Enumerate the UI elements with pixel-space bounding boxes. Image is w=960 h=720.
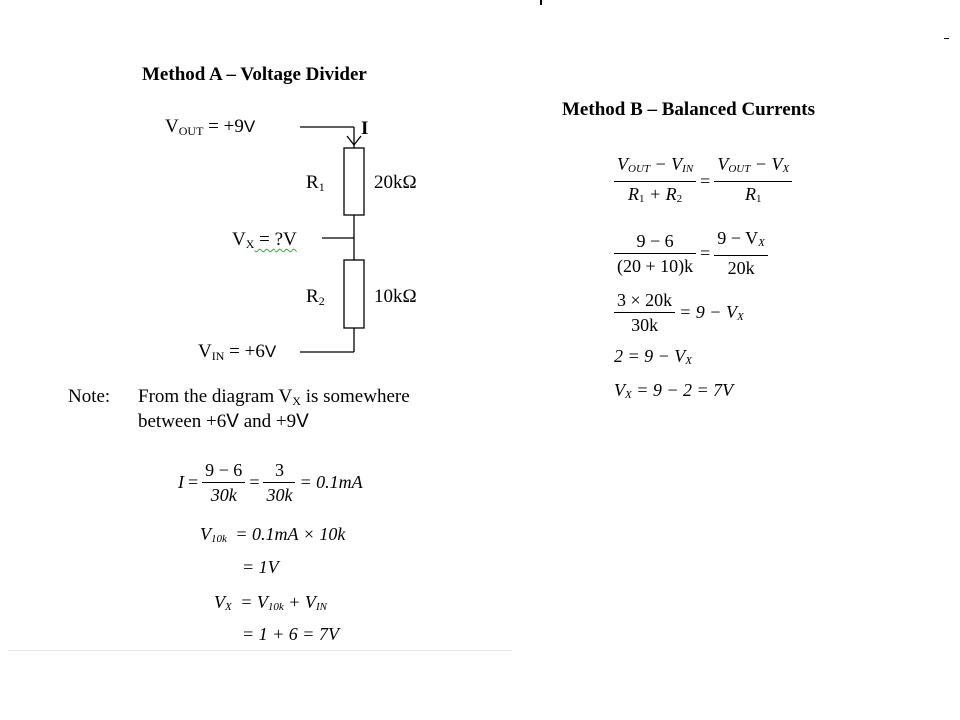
vx-label: $V_X$ = ?V <box>232 229 297 251</box>
note-label: Note: <box>68 386 111 407</box>
method-b-title: Method B – Balanced Currents <box>562 99 815 120</box>
vx-equation: VX = V10k + VIN <box>214 592 327 613</box>
fraction-9-6-over-30k: $\frac{9 - 6}{30k}$ <box>202 458 245 507</box>
voltage-divider-circuit <box>0 0 520 380</box>
current-label: I <box>361 118 369 139</box>
substituted-equation: $\frac{9 - 6}{(20 + 10)k}$ = $\frac{9 - VX}{20k}$ <box>614 226 768 280</box>
current-equation: I = $\frac{9 - 6}{30k}$ = $\frac{3}{30k}$ = 0.1mA <box>178 460 363 505</box>
fraction-3-over-30k: $\frac{3}{30k}$ <box>263 458 295 507</box>
corner-dash <box>944 38 949 39</box>
rearranged-equation: $\frac{3 \times 20k}{30k}$ = 9 − VX <box>614 288 744 337</box>
vx-result: = 1 + 6 = 7V <box>242 624 339 644</box>
fraction-9-vx-over-20k: $\frac{9 - VX}{20k}$ <box>714 226 768 280</box>
vout-label: $V_{OUT} = +9V$ <box>165 116 256 138</box>
r1-label: $R_1$ <box>306 172 325 194</box>
note-line-1: From the diagram $V_X$ is somewhere <box>138 386 410 408</box>
note-line-2: between +6V and +9V <box>138 411 309 432</box>
balanced-current-equation: $\frac{\text{VOUT − VIN}}{R1 + R2}$ = $\frac{\text{VOUT − VX}}{R1}$ <box>614 152 792 211</box>
fraction-vout-vx-over-r1: $\frac{\text{VOUT − VX}}{R1}$ <box>714 152 792 211</box>
resistor-r2 <box>344 260 364 328</box>
vin-label: $V_{IN} = +6V$ <box>198 341 277 363</box>
final-result: VX = 9 − 2 = 7V <box>614 380 734 401</box>
bottom-divider <box>8 650 512 651</box>
fraction-9-6-over-20-10k: $\frac{9 - 6}{(20 + 10)k}$ <box>614 229 696 278</box>
method-a-title: Method A – Voltage Divider <box>142 64 367 85</box>
resistor-r1 <box>344 148 364 215</box>
r1-value: 20kΩ <box>374 172 417 193</box>
simplified-equation: 2 = 9 − VX <box>614 346 693 367</box>
v10k-equation: V10k = 0.1mA × 10k <box>200 524 346 545</box>
fraction-vout-vin-over-r1-r2: $\frac{\text{VOUT − VIN}}{R1 + R2}$ <box>614 152 696 211</box>
r2-value: 10kΩ <box>374 286 417 307</box>
top-mark <box>540 0 542 5</box>
r2-label: $R_2$ <box>306 286 325 308</box>
fraction-3x20k-over-30k: $\frac{3 \times 20k}{30k}$ <box>614 288 675 337</box>
v10k-result: = 1V <box>242 557 279 577</box>
